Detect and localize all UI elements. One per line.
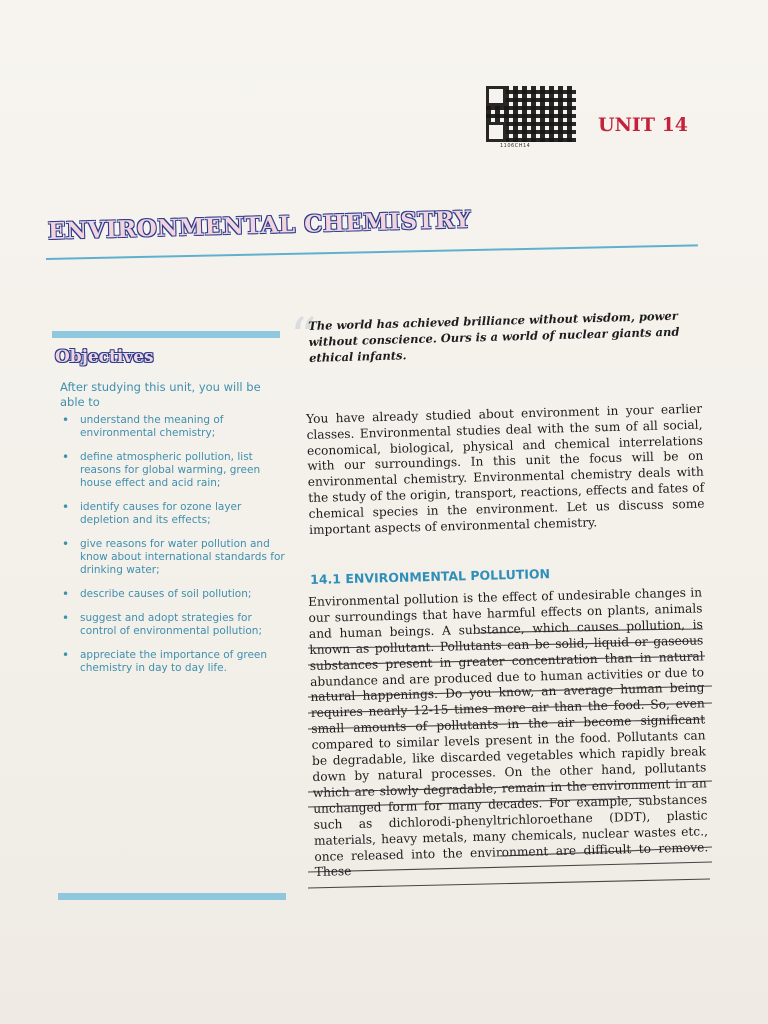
pen-underline (308, 879, 710, 888)
qr-code-icon (486, 86, 576, 142)
list-item (60, 649, 288, 675)
list-item (60, 588, 288, 601)
bullet-icon: • (62, 648, 70, 662)
bullet-icon: • (62, 537, 70, 551)
objective-text: identify causes for ozone layer depletion and its effects; (80, 501, 242, 526)
objective-text: define atmospheric pollution, list reasons for global warming, green house effect and acid rain; (80, 451, 261, 489)
qr-code-label: 1106CH14 (500, 143, 531, 149)
section-body (308, 585, 709, 881)
list-item (60, 451, 288, 490)
objective-text: understand the meaning of environmental chemistry; (80, 414, 224, 439)
bullet-icon: • (62, 500, 70, 514)
section-paragraph: Environmental pollution is the effect of undesirable changes in our surroundings that have harmful effects on plants, animals and human beings. A substance, which causes pollution, is known as pollutant. Pollutants can be solid, liquid or gaseous substances present in greater concentration than in natural abundance and are produced due to human activities or due to natural happenings. Do you know, an average human being requires nearly 12-15 times more air than the food. So, even small amounts of pollutants in the air become significant compared to similar levels present in the food. Pollutants can be degradable, like discarded vegetables which rapidly break down by natural processes. On the other hand, pollutants which are slowly degradable, remain in the environment in an unchanged form for many decades. For example, substances such as dichlorodi-phenyltrichloroethane (DDT), plastic materials, heavy metals, many chemicals, nuclear wastes etc., once released into the environment are difficult to remove. These (308, 585, 709, 880)
objectives-bottom-bar (58, 893, 286, 900)
bullet-icon: • (62, 587, 70, 601)
unit-label: UNIT 14 (598, 114, 689, 136)
title-divider (46, 244, 698, 260)
quote-mark-icon: “ (290, 308, 317, 368)
objective-text: give reasons for water pollution and know about international standards for drinking water; (80, 538, 285, 576)
bullet-icon: • (62, 450, 70, 464)
list-item (60, 538, 288, 577)
objectives-list (60, 414, 288, 686)
list-item (60, 612, 288, 638)
objective-text: appreciate the importance of green chemistry in day to day life. (80, 649, 268, 674)
objectives-top-bar (52, 331, 280, 338)
objectives-heading: Objectives (55, 347, 154, 367)
objectives-intro: After studying this unit, you will be able to (60, 380, 261, 409)
list-item (60, 414, 288, 440)
epigraph-quote: The world has achieved brilliance without wisdom, power without conscience. Ours is a world of nuclear giants and ethical infants. (308, 308, 680, 365)
section-heading: 14.1 ENVIRONMENTAL POLLUTION (310, 566, 551, 587)
chapter-title: ENVIRONMENTAL CHEMISTRY (47, 206, 472, 245)
intro-paragraph: You have already studied about environment in your earlier classes. Environmental studies deal with the sum of all social, economical, biological, physical and chemical interrelations with our surroundings. In this unit the focus will be on environmental chemistry. Environmental chemistry deals with the study of the origin, transport, reactions, effects and fates of chemical species in the environment. Let us discuss some important aspects of environmental chemistry. (306, 401, 705, 537)
bullet-icon: • (62, 413, 70, 427)
list-item (60, 501, 288, 527)
objective-text: suggest and adopt strategies for control of environmental pollution; (80, 612, 262, 637)
objective-text: describe causes of soil pollution; (80, 588, 252, 600)
bullet-icon: • (62, 611, 70, 625)
